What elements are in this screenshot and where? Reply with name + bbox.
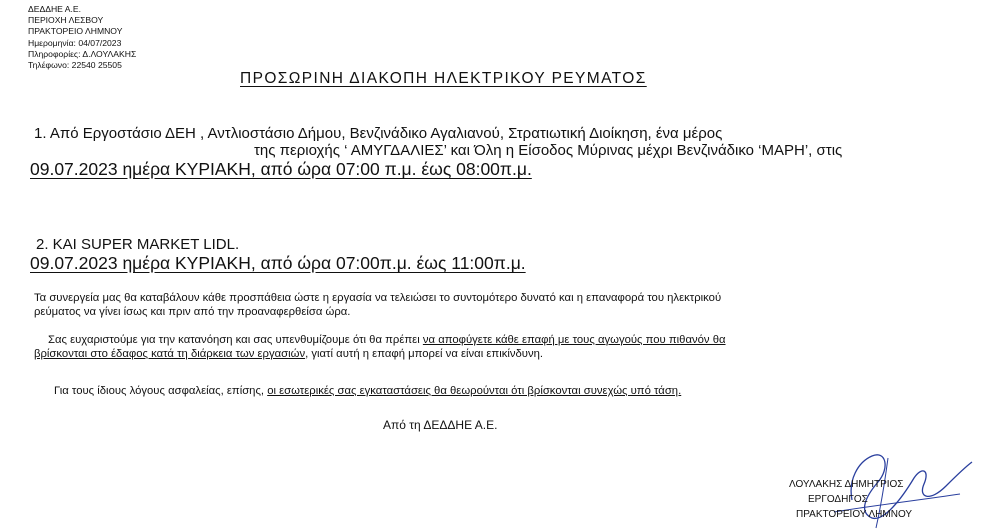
region-name: ΠΕΡΙΟΧΗ ΛΕΣΒΟΥ <box>28 15 104 26</box>
para2-line1-b: να αποφύγετε κάθε επαφή με τους αγωγούς που πιθανόν θα <box>422 334 726 346</box>
contact-info: Πληροφορίες: Δ.ΛΟΥΛΑΚΗΣ <box>28 48 137 59</box>
office-name: ΠΡΑΚΤΟΡΕΙΟ ΛΗΜΝΟΥ <box>28 26 123 37</box>
company-name: ΔΕΔΔΗΕ Α.Ε. <box>28 4 82 14</box>
sender-header <box>28 4 136 71</box>
para3-part-b: οι εσωτερικές σας εγκαταστάσεις θα θεωρούνται ότι βρίσκονται συνεχώς υπό τάση. <box>267 385 682 397</box>
paragraph-work-notice <box>34 291 721 319</box>
signature-office: ΠΡΑΚΤΟΡΕΙΟΥ ΛΗΜΝΟΥ <box>796 509 913 520</box>
page-title: ΠΡΟΣΩΡΙΝΗ ΔΙΑΚΟΠΗ ΗΛΕΚΤΡΙΚΟΥ ΡΕΥΜΑΤΟΣ <box>240 70 647 87</box>
item2-date-line: 09.07.2023 ημέρα ΚΥΡΙΑΚΗ, από ώρα 07:00π.μ. έως 11:00π.μ. <box>30 253 526 273</box>
paragraph-safety-warning <box>34 333 726 361</box>
para2-line1-a: Σας ευχαριστούμε για την κατανόηση και σας υπενθυμίζουμε ότι θα πρέπει <box>48 334 423 346</box>
para2-line2-b: , γιατί αυτή η επαφή μπορεί να είναι επικίνδυνη. <box>305 348 544 360</box>
para3-part-a: Για τους ίδιους λόγους ασφαλείας, επίσης, <box>54 385 268 397</box>
closing-line: Από τη ΔΕΔΔΗΕ Α.Ε. <box>383 418 498 432</box>
para1-line2: ρεύματος να γίνει ίσως και πριν από την προαναφερθείσα ώρα. <box>34 306 351 318</box>
item1-line2: της περιοχής ‘ ΑΜΥΓΔΑΛΙΕΣ’ και Όλη η Είσοδος Μύρινας μέχρι Βενζινάδικο ‘ΜΑΡΗ’, στις <box>254 142 843 159</box>
outage-item-2 <box>30 236 526 274</box>
item1-date-line: 09.07.2023 ημέρα ΚΥΡΙΑΚΗ, από ώρα 07:00 π.μ. έως 08:00π.μ. <box>30 159 532 179</box>
paragraph-internal-installations <box>54 384 681 398</box>
document-date: Ημερομηνία: 04/07/2023 <box>28 37 122 48</box>
signature-role: ΕΡΓΟΔΗΓΟΣ <box>808 494 868 505</box>
para2-line2-a: βρίσκονται στο έδαφος κατά τη διάρκεια των εργασιών <box>34 348 306 360</box>
para1-line1: Τα συνεργεία μας θα καταβάλουν κάθε προσπάθεια ώστε η εργασία να τελειώσει το συντομότερο δυνατό και η επαναφορά του ηλεκτρικού <box>34 292 722 304</box>
contact-phone: Τηλέφωνο: 22540 25505 <box>28 60 122 71</box>
item1-line1: 1. Από Εργοστάσιο ΔΕΗ , Αντλιοστάσιο Δήμου, Βενζινάδικο Αγαλιανού, Στρατιωτική Διοίκηση, ένα μέρος <box>34 125 723 142</box>
outage-item-1 <box>30 125 980 180</box>
item2-line1: 2. ΚΑΙ SUPER MARKET LIDL. <box>36 236 240 253</box>
signature-name: ΛΟΥΛΑΚΗΣ ΔΗΜΗΤΡΙΟΣ <box>789 479 904 490</box>
